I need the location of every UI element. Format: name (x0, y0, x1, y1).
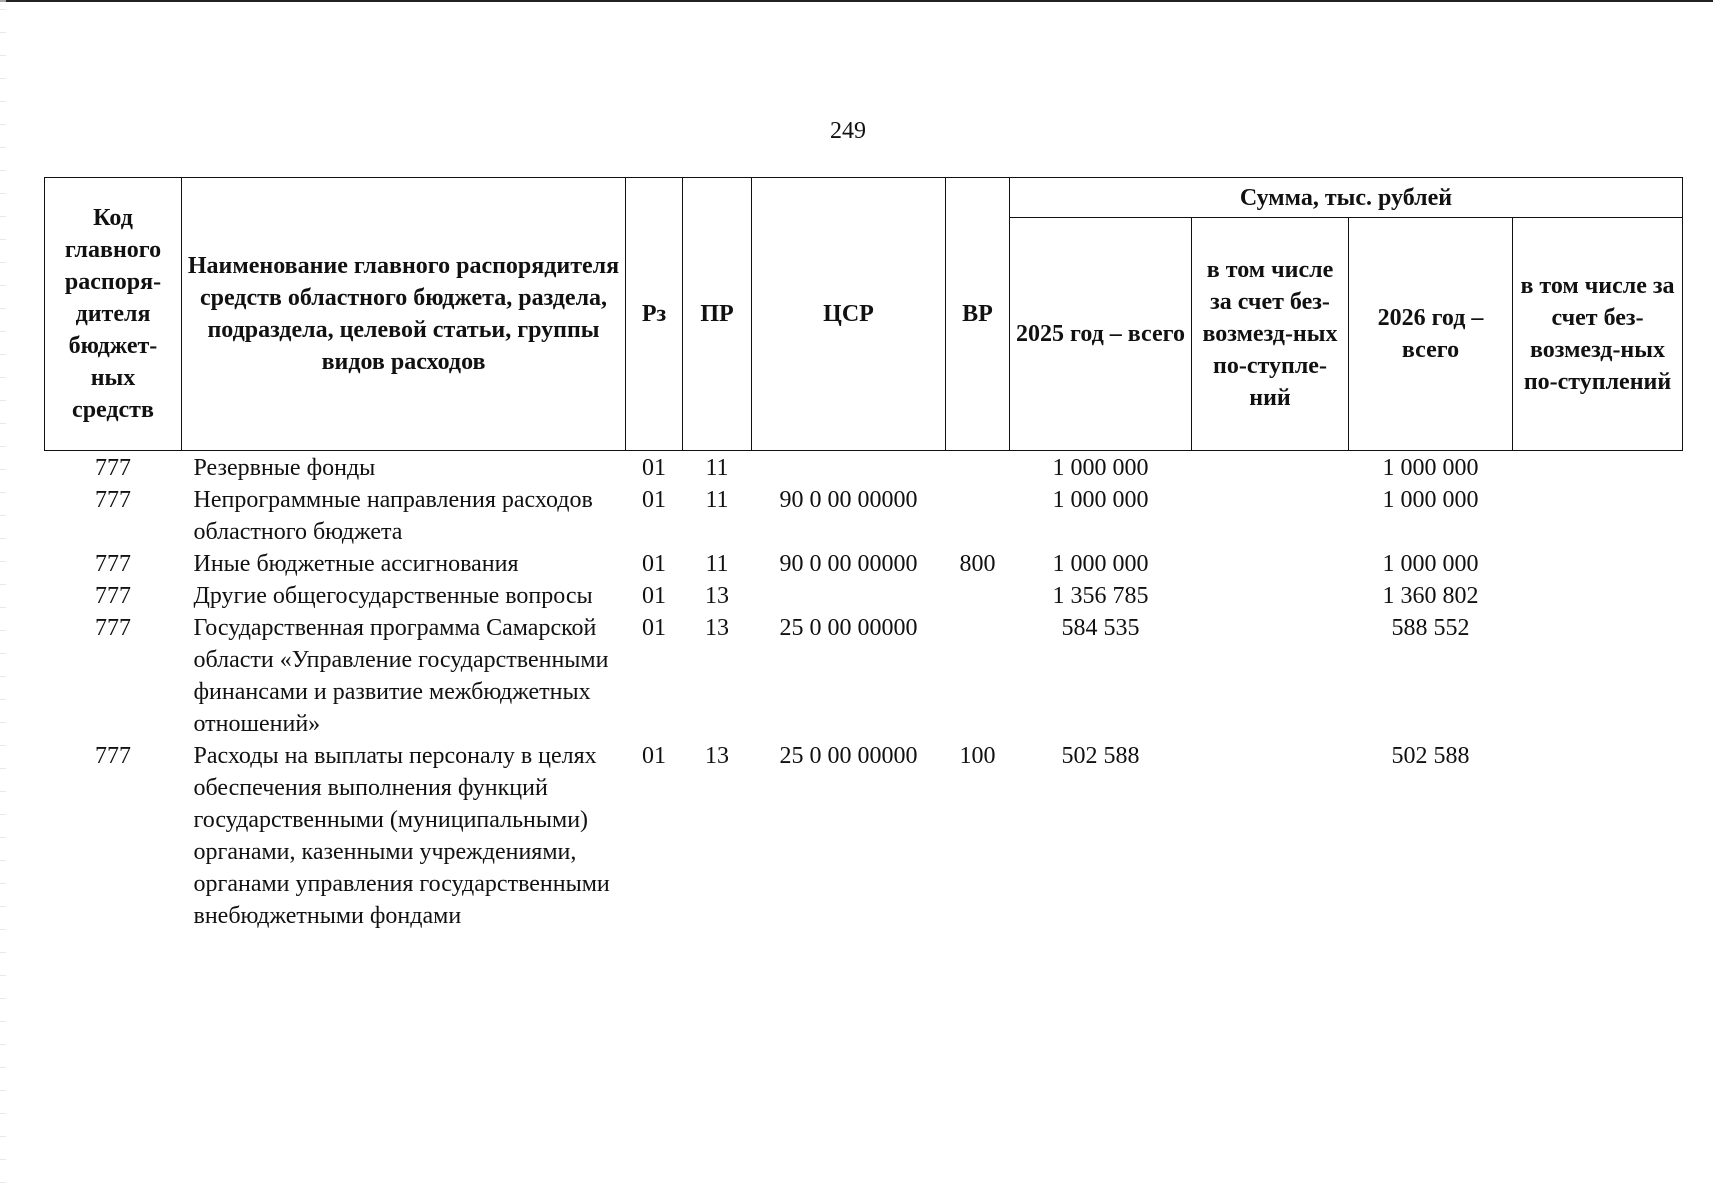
cell-code: 777 (95, 615, 131, 641)
budget-table (44, 177, 1683, 932)
cell-code: 777 (95, 455, 131, 481)
cell-2026-grants (1513, 740, 1683, 932)
cell-2026-total: 1 000 000 (1382, 455, 1479, 481)
cell-vr (946, 451, 1010, 485)
cell-name: Другие общегосударственные вопросы (193, 583, 593, 609)
table-row (45, 451, 1683, 485)
cell-2025-grants (1192, 548, 1349, 580)
header-code: Код главного распоря-дителя бюджет-ных средств (45, 178, 182, 451)
cell-2026-total: 1 000 000 (1382, 487, 1479, 513)
cell-pr: 13 (705, 743, 729, 769)
cell-pr: 11 (705, 487, 729, 513)
cell-2025-total: 1 000 000 (1052, 551, 1149, 577)
cell-name: Непрограммные направления расходов областного бюджета (193, 487, 593, 545)
cell-name: Иные бюджетные ассигнования (193, 551, 519, 577)
header-2026-total: 2026 год – всего (1349, 218, 1513, 451)
scan-edge-artifact (0, 0, 6, 1200)
cell-name: Расходы на выплаты персоналу в целях обеспечения выполнения функций государственными (муниципальными) органами, казенными учреждениями, органами управления государственными внебюджетными фондами (193, 743, 610, 929)
header-name: Наименование главного распорядителя средств областного бюджета, раздела, подраздела, целевой статьи, группы видов расходов (182, 178, 626, 451)
cell-vr (946, 612, 1010, 740)
cell-csr: 90 0 00 00000 (779, 487, 918, 513)
cell-code: 777 (95, 583, 131, 609)
cell-rz: 01 (642, 615, 666, 641)
cell-name: Резервные фонды (193, 455, 376, 481)
cell-pr: 11 (705, 455, 729, 481)
table-header (45, 178, 1683, 451)
cell-rz: 01 (642, 743, 666, 769)
cell-2025-total: 502 588 (1061, 743, 1140, 769)
cell-vr: 100 (959, 743, 996, 769)
table-row (45, 484, 1683, 548)
cell-2025-total: 584 535 (1061, 615, 1140, 641)
cell-2026-total: 588 552 (1391, 615, 1470, 641)
cell-csr: 25 0 00 00000 (779, 743, 918, 769)
table-row (45, 612, 1683, 740)
cell-2026-total: 1 000 000 (1382, 551, 1479, 577)
cell-2026-grants (1513, 451, 1683, 485)
cell-pr: 13 (705, 583, 729, 609)
cell-2025-total: 1 356 785 (1052, 583, 1149, 609)
cell-2026-grants (1513, 484, 1683, 548)
cell-csr (752, 451, 946, 485)
header-2026-grants: в том числе за счет без-возмезд-ных по-ступлений (1513, 218, 1683, 451)
cell-2026-grants (1513, 580, 1683, 612)
header-sum-group: Сумма, тыс. рублей (1010, 178, 1683, 218)
cell-2025-grants (1192, 484, 1349, 548)
cell-csr: 90 0 00 00000 (779, 551, 918, 577)
cell-pr: 11 (705, 551, 729, 577)
cell-vr: 800 (959, 551, 996, 577)
cell-rz: 01 (642, 551, 666, 577)
cell-2025-grants (1192, 580, 1349, 612)
header-csr: ЦСР (752, 178, 946, 451)
cell-2026-total: 1 360 802 (1382, 583, 1479, 609)
cell-rz: 01 (642, 455, 666, 481)
table-row (45, 740, 1683, 932)
header-pr: ПР (683, 178, 752, 451)
cell-2025-total: 1 000 000 (1052, 455, 1149, 481)
table-row (45, 548, 1683, 580)
cell-2026-grants (1513, 548, 1683, 580)
cell-code: 777 (95, 487, 131, 513)
cell-2026-total: 502 588 (1391, 743, 1470, 769)
header-rz: Рз (626, 178, 683, 451)
cell-rz: 01 (642, 487, 666, 513)
cell-csr: 25 0 00 00000 (779, 615, 918, 641)
cell-2025-grants (1192, 740, 1349, 932)
page-top-border (0, 0, 1713, 2)
cell-2025-grants (1192, 612, 1349, 740)
table-body (45, 451, 1683, 933)
cell-name: Государственная программа Самарской области «Управление государственными финансами и развитие межбюджетных отношений» (193, 615, 609, 737)
page-number: 249 (830, 118, 866, 144)
header-2025-grants: в том числе за счет без-возмезд-ных по-ступле-ний (1192, 218, 1349, 451)
cell-2026-grants (1513, 612, 1683, 740)
cell-vr (946, 580, 1010, 612)
header-2025-total: 2025 год – всего (1010, 218, 1192, 451)
header-vr: ВР (946, 178, 1010, 451)
cell-code: 777 (95, 743, 131, 769)
cell-2025-grants (1192, 451, 1349, 485)
cell-csr (752, 580, 946, 612)
cell-vr (946, 484, 1010, 548)
cell-pr: 13 (705, 615, 729, 641)
cell-code: 777 (95, 551, 131, 577)
table-row (45, 580, 1683, 612)
cell-rz: 01 (642, 583, 666, 609)
cell-2025-total: 1 000 000 (1052, 487, 1149, 513)
